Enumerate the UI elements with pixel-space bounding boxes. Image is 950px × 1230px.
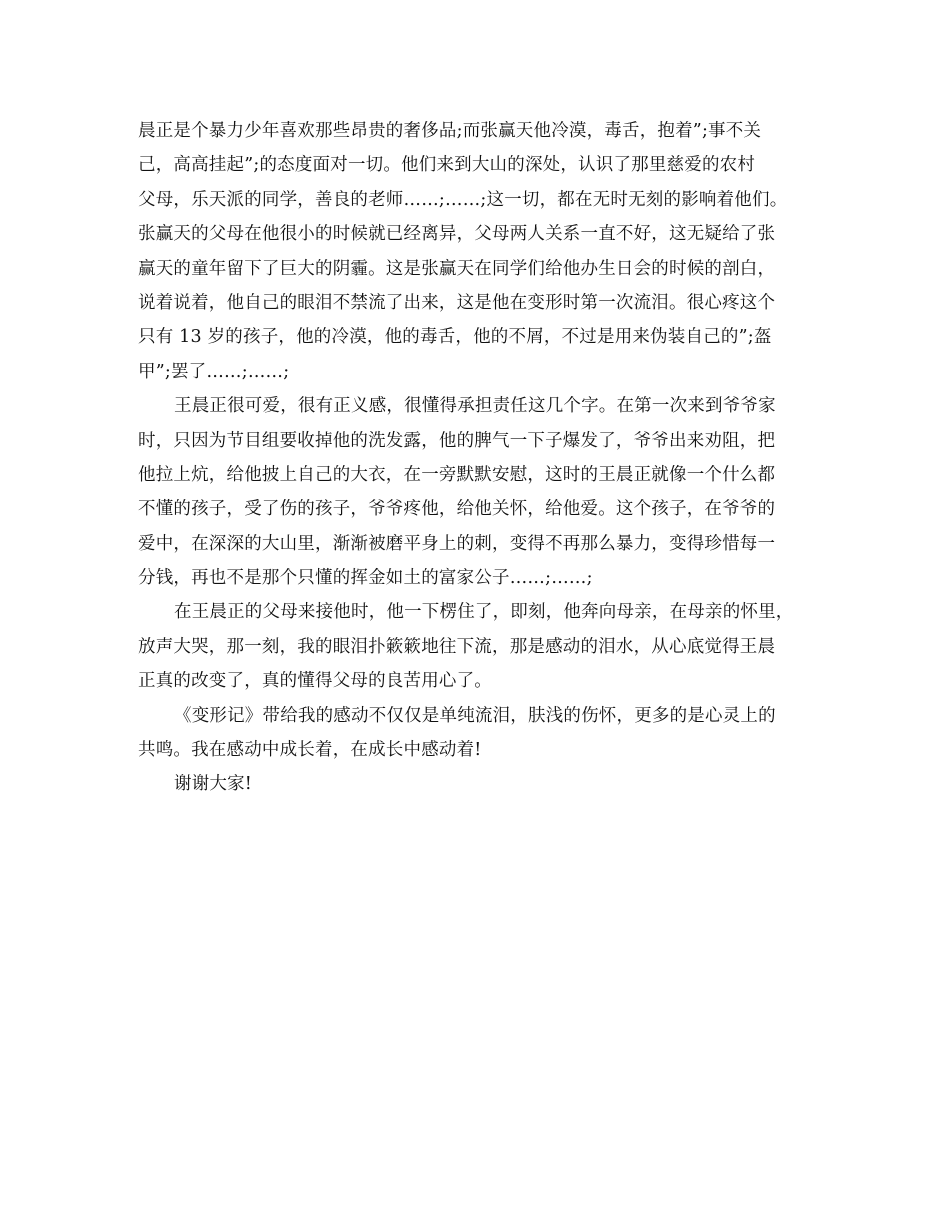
document-body — [138, 114, 828, 802]
text-line: 他拉上炕，给他披上自己的大衣，在一旁默默安慰，这时的王晨正就像一个什么都 — [138, 464, 776, 485]
text-line: 晨正是个暴力少年喜欢那些昂贵的奢侈品;而张赢天他冷漠，毒舌，抱着”;事不关 — [138, 121, 762, 141]
text-line: 正真的改变了，真的懂得父母的良苦用心了。 — [138, 671, 492, 692]
text-line: 只有 13 岁的孩子，他的冷漠，他的毒舌，他的不屑，不过是用来伪装自己的”;盔 — [138, 327, 772, 348]
text-line: 说着说着，他自己的眼泪不禁流了出来，这是他在变形时第一次流泪。很心疼这个 — [138, 292, 776, 313]
closing-line: 谢谢大家! — [174, 774, 253, 795]
text-line: 不懂的孩子，受了伤的孩子，爷爷疼他，给他关怀，给他爱。这个孩子，在爷爷的 — [138, 499, 776, 520]
paragraph-start-line: 王晨正很可爱，很有正义感，很懂得承担责任这几个字。在第一次来到爷爷家 — [174, 396, 776, 417]
paragraph-start-line: 在王晨正的父母来接他时，他一下楞住了，即刻，他奔向母亲，在母亲的怀里， — [174, 602, 794, 623]
text-line: 共鸣。我在感动中成长着，在成长中感动着! — [138, 740, 482, 761]
text-line: 时，只因为节目组要收掉他的洗发露，他的脾气一下子爆发了，爷爷出来劝阻，把 — [138, 430, 776, 451]
text-line: 分钱，再也不是那个只懂的挥金如土的富家公子……;……; — [138, 568, 593, 589]
text-line: 张赢天的父母在他很小的时候就已经离异，父母两人关系一直不好，这无疑给了张 — [138, 224, 776, 245]
text-line: 放声大哭，那一刻，我的眼泪扑簌簌地往下流，那是感动的泪水，从心底觉得王晨 — [138, 636, 776, 657]
text-line: 甲”;罢了……;……; — [138, 361, 290, 382]
paragraph-start-line: 《变形记》带给我的感动不仅仅是单纯流泪，肤浅的伤怀，更多的是心灵上的 — [174, 705, 776, 726]
text-line: 爱中，在深深的大山里，渐渐被磨平身上的刺，变得不再那么暴力，变得珍惜每一 — [138, 533, 776, 554]
text-line: 赢天的童年留下了巨大的阴霾。这是张赢天在同学们给他办生日会的时候的剖白， — [138, 258, 776, 279]
text-line: 己，高高挂起”;的态度面对一切。他们来到大山的深处，认识了那里慈爱的农村 — [138, 155, 756, 176]
text-line: 父母，乐天派的同学，善良的老师……;……;这一切，都在无时无刻的影响着他们。 — [138, 189, 788, 210]
